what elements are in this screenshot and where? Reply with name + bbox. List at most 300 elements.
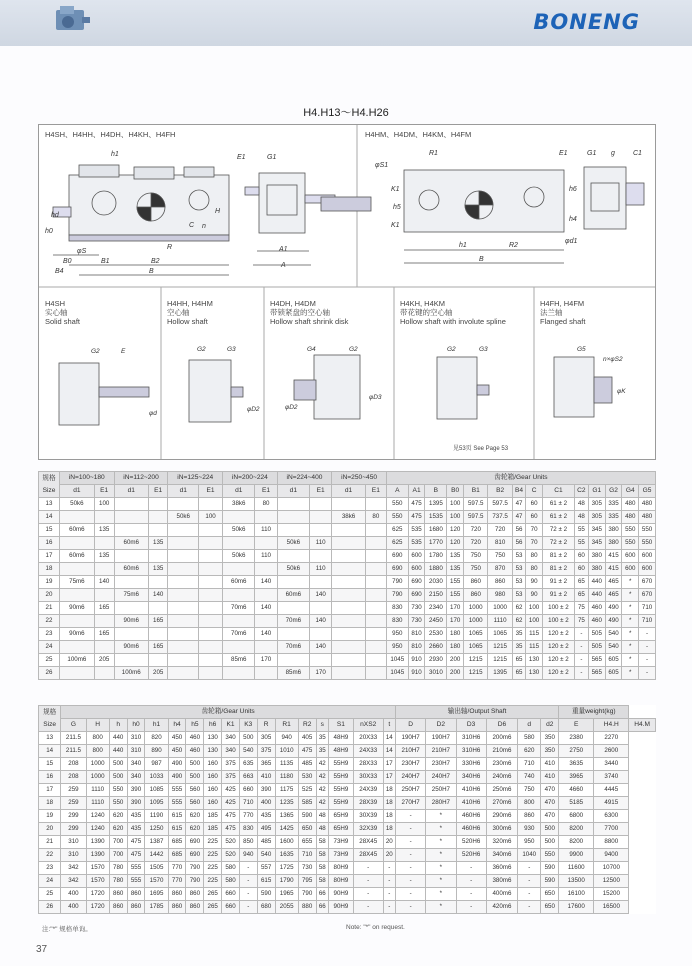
- table-cell: 505: [588, 641, 605, 654]
- table-cell: 62: [512, 615, 525, 628]
- table-cell: 530: [298, 771, 316, 784]
- table-cell: 590: [257, 888, 275, 901]
- table-row: [39, 784, 656, 797]
- dim-A: A: [281, 262, 286, 269]
- table-cell: 270m6: [486, 797, 517, 810]
- table-cell: 120 ± 2: [542, 667, 574, 680]
- table-cell: 740: [518, 771, 541, 784]
- table-cell: 160: [204, 797, 222, 810]
- table-cell: 550: [541, 849, 559, 862]
- table-cell: 140: [255, 602, 277, 615]
- table-cell: 100: [199, 511, 223, 524]
- table-cell: 1535: [425, 511, 447, 524]
- table-cell: 135: [447, 563, 464, 576]
- table-cell: [310, 511, 332, 524]
- table-cell: 460: [588, 615, 605, 628]
- dim-B: B: [149, 268, 154, 275]
- right-front-view: [584, 167, 644, 229]
- table-row: [39, 602, 656, 615]
- table-cell: 1175: [275, 784, 298, 797]
- table-cell: 475: [408, 511, 425, 524]
- column-header: h4: [168, 719, 186, 732]
- table-cell: 470: [541, 784, 559, 797]
- table-cell: 259: [61, 784, 86, 797]
- table-cell: [255, 563, 277, 576]
- dim-h1: h1: [111, 151, 119, 158]
- table-cell: [365, 537, 386, 550]
- table-cell: 700: [109, 849, 127, 862]
- table-cell: 60m6: [223, 576, 255, 589]
- table-cell: 345: [588, 524, 605, 537]
- table-cell: 790: [386, 589, 408, 602]
- table-cell: 55H9: [328, 758, 353, 771]
- table-cell: 4445: [594, 784, 629, 797]
- column-header: d1: [168, 485, 199, 498]
- gear-units-header: 齿轮箱/Gear Units: [386, 472, 655, 485]
- table-cell: 505: [588, 628, 605, 641]
- note-en: Note: "*" on request.: [346, 924, 405, 931]
- table-cell: [365, 550, 386, 563]
- column-header: nXS2: [353, 719, 383, 732]
- table-cell: -: [518, 901, 541, 914]
- table-cell: 400: [257, 797, 275, 810]
- table-cell: 50k6: [223, 524, 255, 537]
- table-cell: 860: [518, 810, 541, 823]
- table-cell: 55H9: [328, 771, 353, 784]
- table-row: [39, 836, 656, 849]
- table-cell: 585: [298, 797, 316, 810]
- table-cell: 335: [605, 511, 622, 524]
- size-header-2: 规格 Size: [39, 706, 61, 732]
- table-cell: 780: [109, 875, 127, 888]
- size-cell: 26: [39, 901, 61, 914]
- dim-B0: B0: [63, 258, 72, 265]
- table-cell: [59, 589, 94, 602]
- table-cell: 60m6: [114, 563, 148, 576]
- table-cell: 620: [109, 823, 127, 836]
- dim-h5: h5: [393, 204, 401, 211]
- table-cell: -: [383, 862, 395, 875]
- size-cell: 21: [39, 836, 61, 849]
- table-cell: -: [353, 862, 383, 875]
- table-cell: 500: [541, 836, 559, 849]
- size-cell: 22: [39, 615, 60, 628]
- table-cell: [255, 615, 277, 628]
- size-cell: 15: [39, 758, 61, 771]
- ratio-group-6: iN=250~450: [332, 472, 387, 485]
- table-row: [39, 641, 656, 654]
- column-header: h1: [145, 719, 168, 732]
- table-cell: 660: [222, 888, 240, 901]
- table-cell: 500: [541, 823, 559, 836]
- table-cell: 860: [127, 888, 145, 901]
- dim-B-right: B: [479, 256, 484, 263]
- page-number: 37: [36, 944, 48, 955]
- table-cell: 420m6: [486, 901, 517, 914]
- table-cell: 200: [447, 667, 464, 680]
- table-cell: 720: [464, 537, 488, 550]
- table-cell: 35: [512, 641, 525, 654]
- table-cell: 1045: [386, 654, 408, 667]
- table-cell: 230H7: [426, 758, 456, 771]
- table-row: [39, 537, 656, 550]
- table-cell: 410H6: [456, 784, 486, 797]
- table-cell: 350: [541, 745, 559, 758]
- table-cell: 73H9: [328, 849, 353, 862]
- table-cell: 165: [94, 628, 114, 641]
- table-cell: [223, 667, 255, 680]
- column-header: h6: [204, 719, 222, 732]
- table-cell: 15200: [594, 888, 629, 901]
- table-cell: 310: [127, 732, 145, 745]
- right-drawing-types: H4HM、H4DM、H4KM、H4FM: [365, 130, 472, 139]
- table-cell: 90m6: [114, 615, 148, 628]
- table-cell: 600: [639, 563, 656, 576]
- table-cell: 180: [447, 641, 464, 654]
- table-cell: 435: [127, 823, 145, 836]
- table-cell: 730: [298, 862, 316, 875]
- table-cell: 100: [526, 602, 543, 615]
- table-cell: 160: [204, 784, 222, 797]
- table-row: [39, 576, 656, 589]
- column-header: d1: [59, 485, 94, 498]
- table-cell: [168, 667, 199, 680]
- table-cell: 1570: [86, 862, 109, 875]
- table-cell: 160: [204, 758, 222, 771]
- column-header: K3: [239, 719, 257, 732]
- table-cell: 660: [222, 901, 240, 914]
- table-cell: 560: [186, 784, 204, 797]
- table-cell: 340: [222, 732, 240, 745]
- table-cell: 480: [639, 498, 656, 511]
- table-cell: 555: [168, 797, 186, 810]
- table-cell: 860: [109, 901, 127, 914]
- table-cell: 155: [447, 576, 464, 589]
- table-cell: 350: [541, 732, 559, 745]
- table-cell: -: [395, 888, 425, 901]
- table-cell: 30X33: [353, 771, 383, 784]
- table-cell: 3010: [425, 667, 447, 680]
- size-cell: 16: [39, 537, 60, 550]
- table-cell: 205: [94, 654, 114, 667]
- table-cell: 410: [257, 771, 275, 784]
- table-cell: 1880: [425, 563, 447, 576]
- dim-A1: A1: [279, 246, 288, 253]
- table-cell: 720: [464, 524, 488, 537]
- table-cell: -: [639, 654, 656, 667]
- table-cell: *: [426, 901, 456, 914]
- dim-G2-a: G2: [91, 348, 100, 355]
- table-cell: 250H7: [395, 784, 425, 797]
- table-cell: 81 ± 2: [542, 550, 574, 563]
- table-cell: 91 ± 2: [542, 589, 574, 602]
- table-cell: 1695: [145, 888, 168, 901]
- table-cell: 680: [257, 901, 275, 914]
- table-cell: 930: [518, 823, 541, 836]
- table-cell: 48: [574, 511, 588, 524]
- table-cell: 120 ± 2: [542, 654, 574, 667]
- table-cell: 305: [588, 498, 605, 511]
- table-cell: 3740: [594, 771, 629, 784]
- table-cell: [223, 563, 255, 576]
- column-header: A1: [408, 485, 425, 498]
- table-cell: [168, 537, 199, 550]
- table-cell: [94, 563, 114, 576]
- table-cell: [199, 654, 223, 667]
- table-cell: -: [395, 875, 425, 888]
- table-cell: 165: [148, 641, 168, 654]
- table-cell: 240H7: [426, 771, 456, 784]
- table-cell: 345: [588, 537, 605, 550]
- table-cell: [310, 524, 332, 537]
- table-cell: 135: [447, 550, 464, 563]
- table-cell: 460: [186, 732, 204, 745]
- table-cell: 940: [239, 849, 257, 862]
- table-cell: 1085: [145, 784, 168, 797]
- table-cell: [94, 511, 114, 524]
- table-cell: 190H7: [395, 732, 425, 745]
- table-row: [39, 875, 656, 888]
- table-cell: [332, 667, 366, 680]
- table-cell: 9400: [594, 849, 629, 862]
- table-row: [39, 667, 656, 680]
- table-cell: 50k6: [277, 563, 309, 576]
- table-cell: 565: [588, 667, 605, 680]
- table-cell: 210H7: [426, 745, 456, 758]
- table-cell: [148, 498, 168, 511]
- table-cell: 475: [222, 823, 240, 836]
- size-cell: 18: [39, 563, 60, 576]
- table-cell: [277, 550, 309, 563]
- table-cell: 390: [127, 797, 145, 810]
- table-cell: 663: [239, 771, 257, 784]
- table-cell: 56: [512, 524, 525, 537]
- table-cell: 550: [109, 797, 127, 810]
- table-cell: 490: [605, 615, 622, 628]
- table-cell: 340: [222, 745, 240, 758]
- table-cell: [199, 563, 223, 576]
- table-cell: 2340: [425, 602, 447, 615]
- table-cell: 100: [447, 498, 464, 511]
- variant-solid: H4SH 实心轴 Solid shaft: [45, 299, 81, 326]
- table-cell: 140: [310, 641, 332, 654]
- table-cell: *: [622, 667, 639, 680]
- dimension-drawings-svg: [39, 125, 655, 459]
- dim-phid: φd: [149, 410, 157, 417]
- column-header: d1: [332, 485, 366, 498]
- table-cell: 685: [168, 836, 186, 849]
- size-header: 规格 Size: [39, 472, 60, 498]
- table-cell: [59, 563, 94, 576]
- table-cell: 860: [168, 901, 186, 914]
- table-cell: [114, 628, 148, 641]
- table-cell: [168, 563, 199, 576]
- table-cell: 75m6: [59, 576, 94, 589]
- table-cell: *: [426, 836, 456, 849]
- table-cell: [168, 641, 199, 654]
- dimension-drawing: [38, 124, 656, 460]
- table-cell: [114, 511, 148, 524]
- table-cell: 2450: [425, 615, 447, 628]
- table-cell: 415: [605, 550, 622, 563]
- table-cell: -: [456, 875, 486, 888]
- table-cell: 90m6: [59, 628, 94, 641]
- table-cell: 65: [512, 667, 525, 680]
- table-cell: 1387: [145, 836, 168, 849]
- table-cell: [310, 550, 332, 563]
- table-cell: 70: [526, 524, 543, 537]
- dim-B4: B4: [55, 268, 64, 275]
- table-cell: 710: [639, 615, 656, 628]
- column-header: E1: [94, 485, 114, 498]
- dim-phiS: φS: [77, 248, 87, 255]
- table-cell: 535: [408, 537, 425, 550]
- table-cell: 1570: [86, 875, 109, 888]
- table-cell: 795: [298, 875, 316, 888]
- table-cell: 720: [488, 524, 512, 537]
- table-cell: 60m6: [114, 537, 148, 550]
- table-cell: 47: [512, 511, 525, 524]
- table-cell: 1065: [464, 641, 488, 654]
- dim-E1-right: E1: [559, 150, 568, 157]
- table-cell: 770: [168, 862, 186, 875]
- table-cell: 53: [512, 550, 525, 563]
- table-cell: [114, 576, 148, 589]
- table-cell: [332, 550, 366, 563]
- table-cell: 1110: [488, 615, 512, 628]
- table-cell: 7700: [594, 823, 629, 836]
- table-cell: 1000: [86, 758, 109, 771]
- table-cell: 750: [464, 563, 488, 576]
- table-cell: 475: [127, 849, 145, 862]
- table-cell: 48H9: [328, 745, 353, 758]
- table-cell: 655: [298, 836, 316, 849]
- table-cell: 135: [148, 563, 168, 576]
- table-cell: 660: [239, 784, 257, 797]
- column-header: C2: [574, 485, 588, 498]
- table-cell: [148, 524, 168, 537]
- column-header: G: [61, 719, 86, 732]
- table-cell: -: [395, 862, 425, 875]
- column-header: D: [395, 719, 425, 732]
- dim-B1: B1: [101, 258, 110, 265]
- table-cell: *: [622, 576, 639, 589]
- table-cell: 55H9: [328, 784, 353, 797]
- table-cell: 47: [512, 498, 525, 511]
- table-cell: 70m6: [223, 628, 255, 641]
- column-header: R: [257, 719, 275, 732]
- table-cell: 16100: [559, 888, 594, 901]
- table-cell: 1235: [275, 797, 298, 810]
- table-cell: [199, 524, 223, 537]
- gear-units-header-2: 齿轮箱/Gear Units: [61, 706, 396, 719]
- table-cell: 2660: [425, 641, 447, 654]
- table-cell: -: [456, 862, 486, 875]
- table-row: [39, 901, 656, 914]
- table-cell: 710: [298, 849, 316, 862]
- size-cell: 18: [39, 797, 61, 810]
- table-cell: [277, 498, 309, 511]
- table-cell: 580: [222, 875, 240, 888]
- table-cell: 240m6: [486, 771, 517, 784]
- table-cell: 3440: [594, 758, 629, 771]
- table-cell: [199, 602, 223, 615]
- table-cell: 35: [316, 745, 328, 758]
- table-cell: 120 ± 2: [542, 641, 574, 654]
- table-row: [39, 862, 656, 875]
- table-cell: 910: [408, 667, 425, 680]
- table-cell: 1240: [86, 810, 109, 823]
- table-cell: 208: [61, 771, 86, 784]
- table-cell: 1000: [488, 602, 512, 615]
- table-cell: 605: [605, 654, 622, 667]
- table-row: [39, 498, 656, 511]
- table-cell: [199, 628, 223, 641]
- table-cell: 340: [127, 758, 145, 771]
- table-cell: 380: [605, 537, 622, 550]
- table-cell: -: [353, 875, 383, 888]
- table-cell: 230m6: [486, 758, 517, 771]
- left-front-view: [245, 173, 335, 265]
- table-cell: 2930: [425, 654, 447, 667]
- table-cell: [148, 628, 168, 641]
- table-cell: -: [353, 888, 383, 901]
- table-cell: 460H6: [456, 810, 486, 823]
- table-cell: [168, 654, 199, 667]
- table-cell: 140: [310, 589, 332, 602]
- table-cell: 24X33: [353, 745, 383, 758]
- table-cell: 53: [512, 563, 525, 576]
- table-cell: 160: [204, 771, 222, 784]
- table-cell: 690: [386, 563, 408, 576]
- table-cell: 860: [127, 901, 145, 914]
- column-header: D6: [486, 719, 517, 732]
- dim-E: E: [121, 348, 126, 355]
- table-cell: 580: [222, 862, 240, 875]
- table-cell: 170: [310, 667, 332, 680]
- table-cell: 820: [145, 732, 168, 745]
- table-cell: 48H9: [328, 732, 353, 745]
- table-cell: 14: [383, 732, 395, 745]
- table-cell: 28X33: [353, 758, 383, 771]
- column-header: s: [316, 719, 328, 732]
- table-cell: 38k6: [332, 511, 366, 524]
- table-cell: [168, 550, 199, 563]
- table-cell: 35: [316, 732, 328, 745]
- column-header: E1: [365, 485, 386, 498]
- table-cell: 410: [541, 771, 559, 784]
- table-cell: [277, 602, 309, 615]
- variant-hollow: H4HH, H4HM 空心轴 Hollow shaft: [167, 299, 213, 326]
- table-cell: 800: [86, 745, 109, 758]
- size-cell: 13: [39, 498, 60, 511]
- table-cell: 600: [622, 563, 639, 576]
- table-cell: 32X39: [353, 823, 383, 836]
- table-row: [39, 745, 656, 758]
- dim-n: n: [202, 223, 206, 230]
- table-cell: *: [426, 823, 456, 836]
- table-cell: 980: [488, 589, 512, 602]
- table-cell: 72 ± 2: [542, 537, 574, 550]
- table-cell: [168, 628, 199, 641]
- table-cell: 85m6: [277, 667, 309, 680]
- table-cell: [255, 641, 277, 654]
- table-cell: 380: [588, 563, 605, 576]
- table-cell: 300m6: [486, 823, 517, 836]
- table-cell: 690: [186, 849, 204, 862]
- column-header: E1: [310, 485, 332, 498]
- table-cell: 1040: [518, 849, 541, 862]
